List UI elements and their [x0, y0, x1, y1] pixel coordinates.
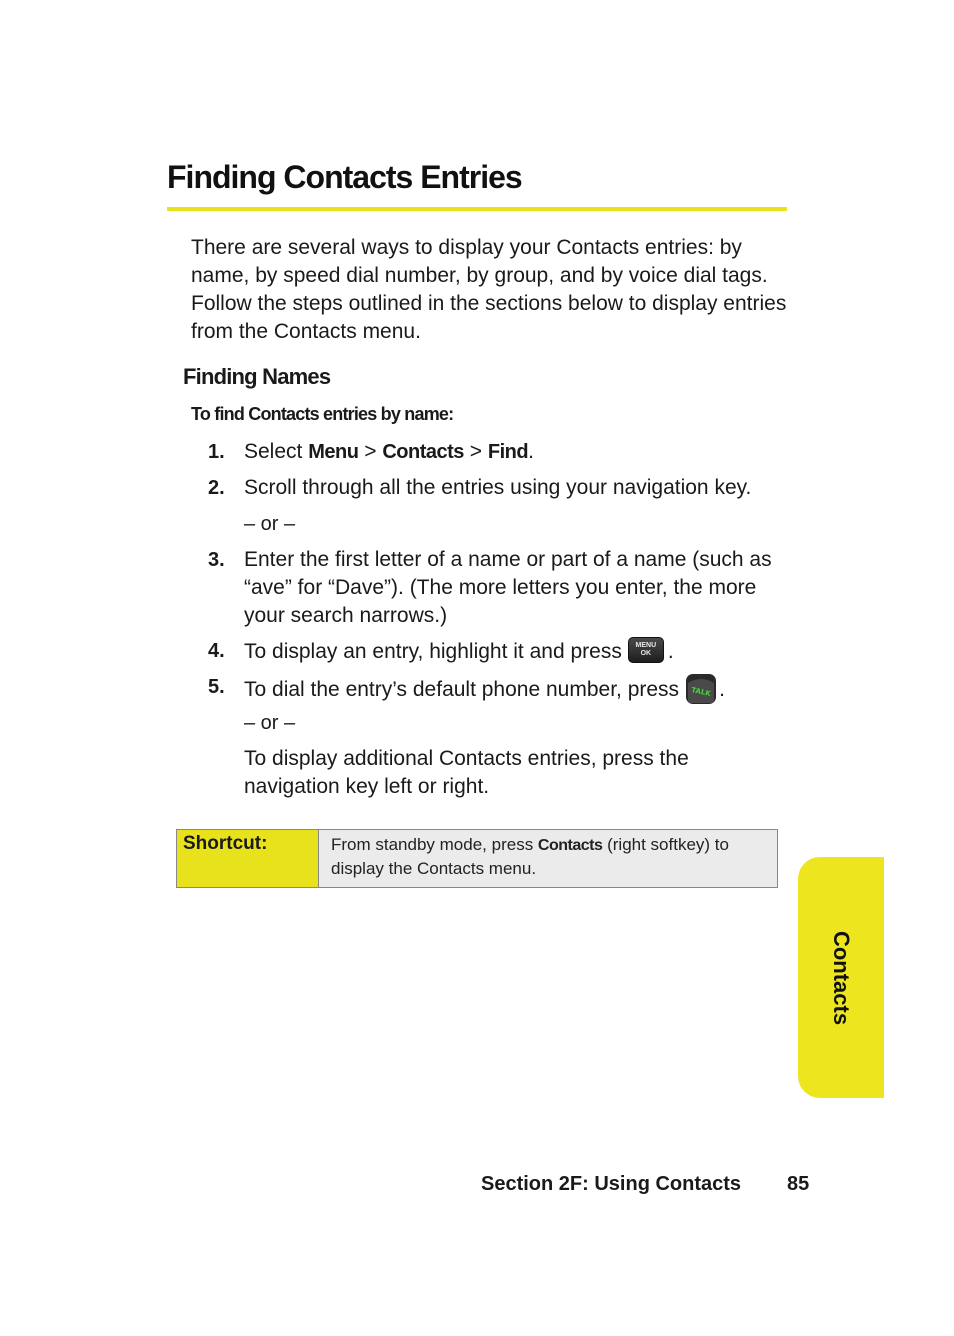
shortcut-label: Shortcut: [177, 830, 319, 887]
title-underline [167, 207, 787, 211]
shortcut-text: From standby mode, press Contacts (right softkey) to display the Contacts menu. [319, 830, 777, 887]
contacts-softkey-label: Contacts [537, 837, 603, 854]
page-title: Finding Contacts Entries [167, 159, 522, 195]
or-separator: – or – [244, 513, 296, 535]
procedure-heading: To find Contacts entries by name: [191, 404, 454, 424]
step-5-number: 5. [208, 676, 225, 698]
svg-text:TALK: TALK [690, 686, 712, 698]
step-5-text: To dial the entry’s default phone number, press TALK . [244, 673, 784, 705]
talk-key-icon [685, 673, 717, 705]
find-label: Find [487, 441, 529, 463]
menu-ok-key-icon: MENU OK [628, 637, 664, 663]
intro-paragraph: There are several ways to display your Contacts entries: by name, by speed dial number, by group, and by voice dial tags. Follow the steps outlined in the sections below to display entries from the Contacts menu. [191, 236, 787, 343]
step-1-text: Select Menu > Contacts > Find. [244, 440, 534, 463]
menu-label: Menu [308, 441, 359, 463]
page-number: 85 [787, 1173, 810, 1195]
shortcut-note [176, 829, 778, 888]
step-2-number: 2. [208, 477, 225, 499]
section-heading: Finding Names [183, 364, 331, 389]
step-4-text: To display an entry, highlight it and press MENU OK . [244, 637, 784, 666]
step-3-number: 3. [208, 549, 225, 571]
step-3-text: Enter the first letter of a name or part of a name (such as “ave” for “Dave”). (The more letters you enter, the more your search narrows.) [244, 548, 772, 627]
thumb-tab-label: Contacts [829, 930, 854, 1025]
footer-section-title: Section 2F: Using Contacts [481, 1173, 742, 1195]
step-4-number: 4. [208, 640, 225, 662]
step-1-number: 1. [208, 441, 225, 463]
contacts-label: Contacts [382, 441, 464, 463]
section-thumb-tab [798, 857, 884, 1098]
step-2-text: Scroll through all the entries using your navigation key. [244, 476, 752, 499]
or-separator: – or – [244, 712, 296, 734]
additional-instruction: To display additional Contacts entries, press the navigation key left or right. [244, 747, 689, 798]
